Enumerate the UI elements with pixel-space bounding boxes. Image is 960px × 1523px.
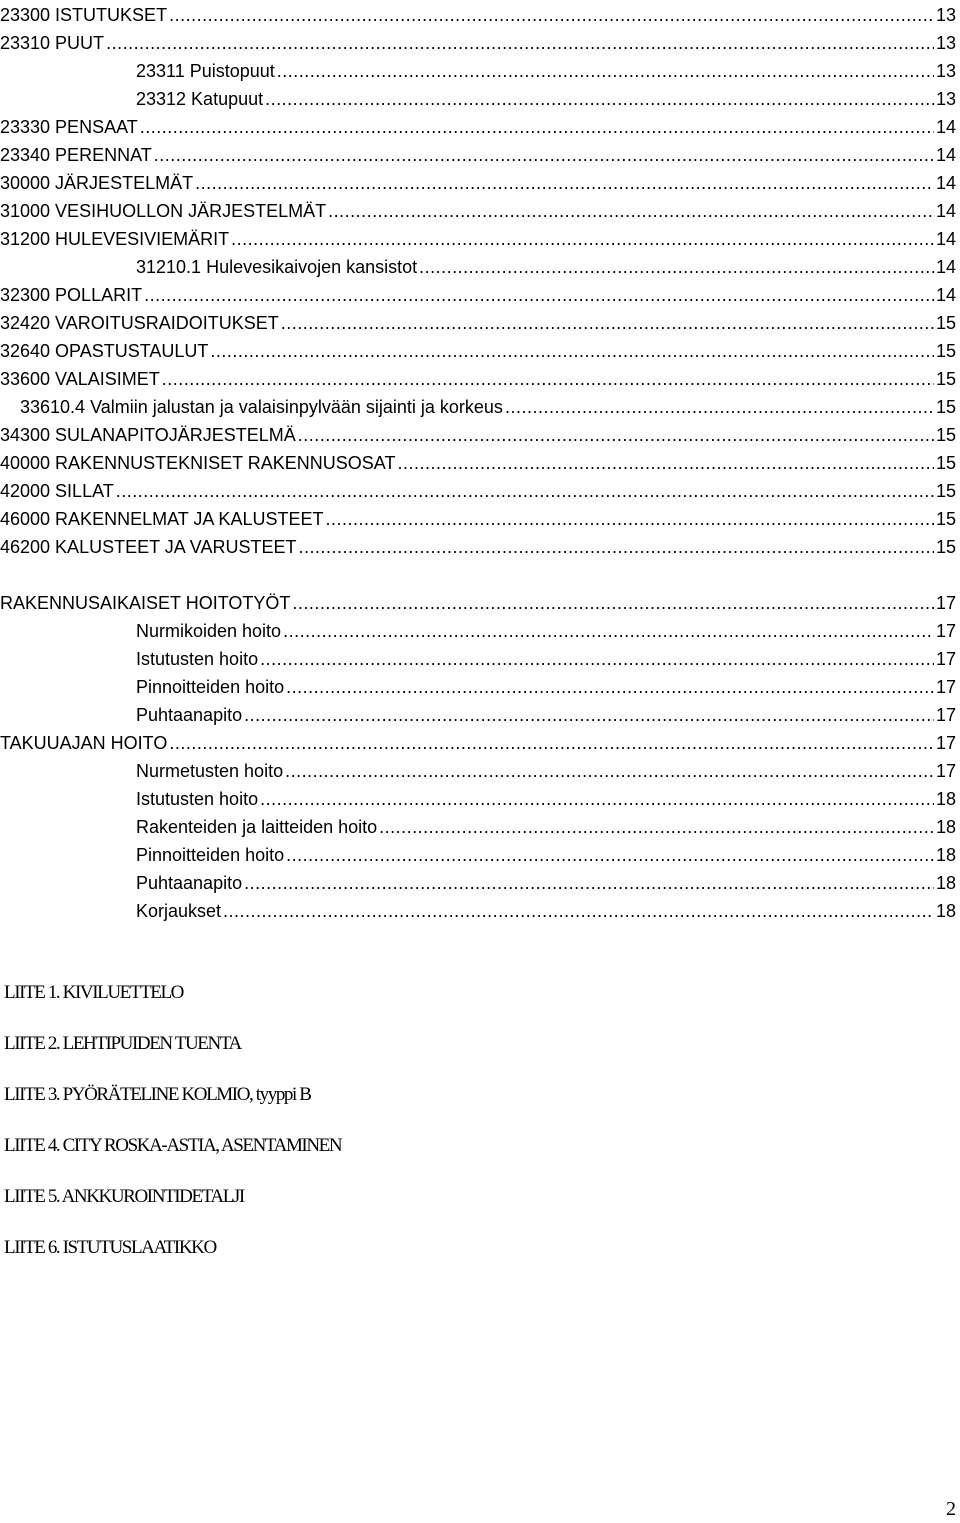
toc-entry[interactable] xyxy=(0,644,956,670)
dot-leader xyxy=(260,648,934,670)
toc-entry[interactable] xyxy=(0,588,956,614)
toc-entry-page: 15 xyxy=(935,453,956,473)
toc-entry-label: 23312 Katupuut xyxy=(136,89,264,109)
dot-leader xyxy=(298,536,934,558)
toc-entry[interactable] xyxy=(0,168,956,194)
toc-entry-label: Rakenteiden ja laitteiden hoito xyxy=(136,817,378,837)
dot-leader xyxy=(285,760,934,782)
toc-entry-label: 32300 POLLARIT xyxy=(0,285,143,305)
dot-leader xyxy=(419,256,934,278)
toc-entry[interactable] xyxy=(0,56,956,82)
toc-entry-page: 15 xyxy=(935,313,956,333)
toc-entry-label: Pinnoitteiden hoito xyxy=(136,845,285,865)
dot-leader xyxy=(244,872,934,894)
toc-entry-page: 13 xyxy=(935,33,956,53)
toc-entry-label: 42000 SILLAT xyxy=(0,481,114,501)
toc-entry-page: 14 xyxy=(935,173,956,193)
toc-entry-label: Pinnoitteiden hoito xyxy=(136,677,285,697)
toc-entry[interactable] xyxy=(0,336,956,362)
appendix-item[interactable]: LIITE 5. ANKKUROINTIDETALJI xyxy=(4,1186,244,1207)
toc-entry-label: RAKENNUSAIKAISET HOITOTYÖT xyxy=(0,593,291,613)
toc-entry[interactable] xyxy=(0,476,956,502)
toc-entry-label: Puhtaanapito xyxy=(136,873,243,893)
dot-leader xyxy=(195,172,934,194)
toc-entry-page: 18 xyxy=(935,845,956,865)
toc-entry-page: 13 xyxy=(935,61,956,81)
toc-entry-page: 14 xyxy=(935,257,956,277)
toc-entry-page: 17 xyxy=(935,761,956,781)
toc-entry-label: 23340 PERENNAT xyxy=(0,145,152,165)
toc-entry[interactable] xyxy=(0,252,956,278)
toc-entry-page: 18 xyxy=(935,873,956,893)
toc-entry[interactable] xyxy=(0,308,956,334)
toc-entry-label: 33600 VALAISIMET xyxy=(0,369,160,389)
toc-entry[interactable] xyxy=(0,0,956,26)
toc-entry-page: 13 xyxy=(935,5,956,25)
toc-entry[interactable] xyxy=(0,672,956,698)
toc-entry-page: 17 xyxy=(935,649,956,669)
dot-leader xyxy=(325,508,934,530)
toc-entry-page: 18 xyxy=(935,817,956,837)
toc-entry-page: 17 xyxy=(935,733,956,753)
toc-entry-label: 30000 JÄRJESTELMÄT xyxy=(0,173,194,193)
toc-entry[interactable] xyxy=(0,504,956,530)
toc-entry[interactable] xyxy=(0,728,956,754)
toc-entry-page: 18 xyxy=(935,901,956,921)
dot-leader xyxy=(210,340,934,362)
appendix-item[interactable]: LIITE 4. CITY ROSKA-ASTIA, ASENTAMINEN xyxy=(4,1135,342,1156)
dot-leader xyxy=(298,424,934,446)
dot-leader xyxy=(140,116,934,138)
toc-entry-page: 17 xyxy=(935,621,956,641)
toc-entry-page: 14 xyxy=(935,229,956,249)
toc-entry[interactable] xyxy=(0,28,956,54)
toc-entry-page: 15 xyxy=(935,425,956,445)
dot-leader xyxy=(260,788,934,810)
toc-entry[interactable] xyxy=(0,532,956,558)
dot-leader xyxy=(277,60,934,82)
dot-leader xyxy=(223,900,934,922)
toc-entry[interactable] xyxy=(0,112,956,138)
toc-entry-label: 23330 PENSAAT xyxy=(0,117,138,137)
toc-entry-page: 14 xyxy=(935,201,956,221)
toc-entry-label: Puhtaanapito xyxy=(136,705,243,725)
dot-leader xyxy=(286,844,934,866)
toc-entry-label: 23300 ISTUTUKSET xyxy=(0,5,168,25)
dot-leader xyxy=(162,368,934,390)
appendix-item[interactable]: LIITE 2. LEHTIPUIDEN TUENTA xyxy=(4,1033,241,1054)
toc-entry[interactable] xyxy=(0,868,956,894)
dot-leader xyxy=(169,732,934,754)
dot-leader xyxy=(169,4,934,26)
toc-entry-page: 14 xyxy=(935,285,956,305)
toc-entry[interactable] xyxy=(0,196,956,222)
dot-leader xyxy=(244,704,934,726)
appendix-item[interactable]: LIITE 1. KIVILUETTELO xyxy=(4,982,183,1003)
toc-entry-label: 32420 VAROITUSRAIDOITUKSET xyxy=(0,313,279,333)
toc-entry[interactable] xyxy=(0,812,956,838)
dot-leader xyxy=(286,676,934,698)
toc-entry-label: 46200 KALUSTEET JA VARUSTEET xyxy=(0,537,297,557)
toc-entry-page: 15 xyxy=(935,369,956,389)
toc-entry-label: 32640 OPASTUSTAULUT xyxy=(0,341,209,361)
dot-leader xyxy=(328,200,934,222)
toc-entry-page: 14 xyxy=(935,145,956,165)
toc-entry-page: 15 xyxy=(935,481,956,501)
toc-entry-label: Korjaukset xyxy=(136,901,222,921)
toc-entry[interactable] xyxy=(0,364,956,390)
toc-entry-label: 23310 PUUT xyxy=(0,33,105,53)
toc-entry-page: 17 xyxy=(935,593,956,613)
toc-entry-label: 31200 HULEVESIVIEMÄRIT xyxy=(0,229,230,249)
toc-entry-label: Istutusten hoito xyxy=(136,649,259,669)
dot-leader xyxy=(231,228,934,250)
appendix-item[interactable]: LIITE 3. PYÖRÄTELINE KOLMIO, tyyppi B xyxy=(4,1084,311,1105)
toc-entry-label: Nurmikoiden hoito xyxy=(136,621,282,641)
toc-entry[interactable] xyxy=(0,392,956,418)
toc-entry[interactable] xyxy=(0,700,956,726)
toc-entry-label: 31210.1 Hulevesikaivojen kansistot xyxy=(136,257,418,277)
toc-entry-label: 23311 Puistopuut xyxy=(136,61,275,81)
toc-entry-label: 40000 RAKENNUSTEKNISET RAKENNUSOSAT xyxy=(0,453,396,473)
toc-entry-page: 13 xyxy=(935,89,956,109)
toc-entry[interactable] xyxy=(0,280,956,306)
toc-entry[interactable] xyxy=(0,84,956,110)
toc-entry[interactable] xyxy=(0,896,956,922)
toc-entry-label: Istutusten hoito xyxy=(136,789,259,809)
toc-entry-page: 15 xyxy=(935,509,956,529)
toc-entry[interactable] xyxy=(0,140,956,166)
toc-entry[interactable] xyxy=(0,420,956,446)
dot-leader xyxy=(265,88,934,110)
dot-leader xyxy=(397,452,934,474)
toc-entry-label: 33610.4 Valmiin jalustan ja valaisinpylvään sijainti ja korkeus xyxy=(20,397,503,417)
toc-entry[interactable] xyxy=(0,756,956,782)
dot-leader xyxy=(106,32,934,54)
toc-entry[interactable] xyxy=(0,224,956,250)
toc-entry[interactable] xyxy=(0,840,956,866)
dot-leader xyxy=(144,284,934,306)
dot-leader xyxy=(154,144,934,166)
toc-entry-label: 34300 SULANAPITOJÄRJESTELMÄ xyxy=(0,425,296,445)
dot-leader xyxy=(379,816,934,838)
page-number: 2 xyxy=(946,1498,956,1520)
toc-entry-page: 15 xyxy=(935,537,956,557)
dot-leader xyxy=(292,592,934,614)
toc-entry[interactable] xyxy=(0,616,956,642)
appendix-item[interactable]: LIITE 6. ISTUTUSLAATIKKO xyxy=(4,1237,216,1258)
toc-entry-label: Nurmetusten hoito xyxy=(136,761,284,781)
dot-leader xyxy=(116,480,934,502)
toc-entry-label: 46000 RAKENNELMAT JA KALUSTEET xyxy=(0,509,324,529)
toc-entry[interactable] xyxy=(0,448,956,474)
toc-entry-label: TAKUUAJAN HOITO xyxy=(0,733,168,753)
toc-entry-page: 15 xyxy=(935,341,956,361)
toc-entry-label: 31000 VESIHUOLLON JÄRJESTELMÄT xyxy=(0,201,327,221)
toc-entry-page: 18 xyxy=(935,789,956,809)
toc-entry-page: 14 xyxy=(935,117,956,137)
dot-leader xyxy=(505,396,934,418)
toc-entry-page: 17 xyxy=(935,705,956,725)
dot-leader xyxy=(281,312,934,334)
toc-entry-page: 15 xyxy=(935,397,956,417)
toc-entry[interactable] xyxy=(0,784,956,810)
dot-leader xyxy=(283,620,934,642)
toc-entry-page: 17 xyxy=(935,677,956,697)
